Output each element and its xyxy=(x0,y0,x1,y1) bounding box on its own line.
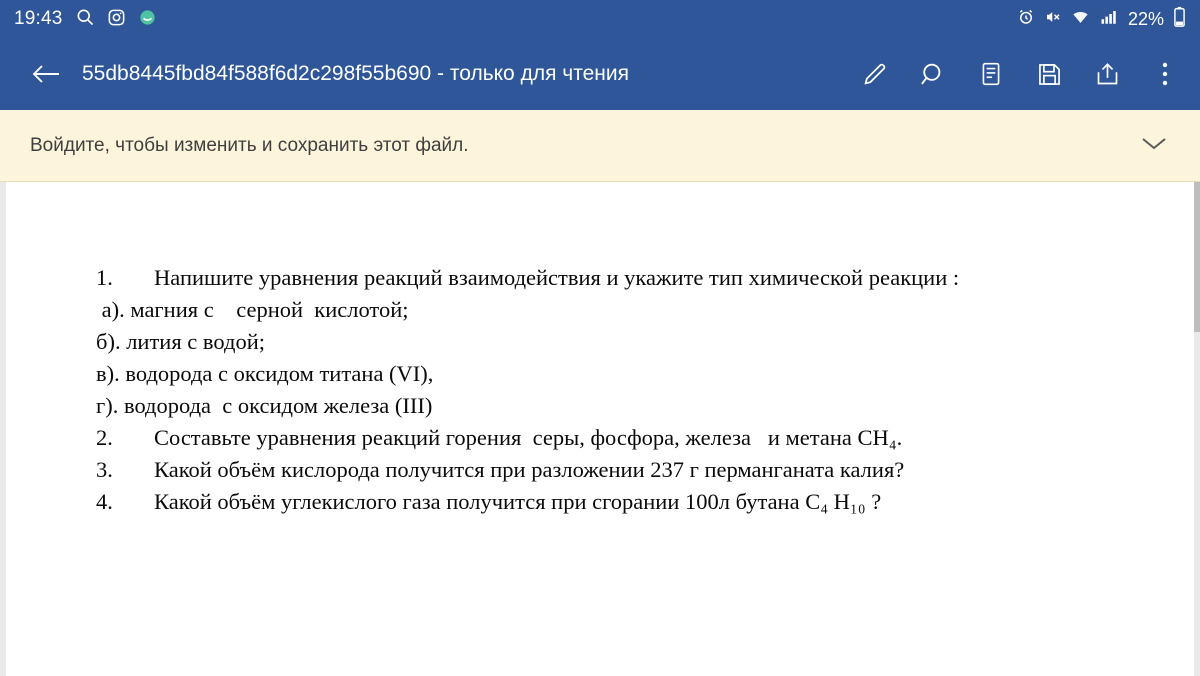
doc-line-number: 4. xyxy=(96,488,113,514)
chevron-down-icon[interactable] xyxy=(1138,133,1170,158)
doc-line-5 xyxy=(96,390,1104,422)
app-icon xyxy=(138,8,157,31)
doc-line-text: а). магния с серной кислотой; xyxy=(96,296,409,322)
doc-line-text: г). водорода с оксидом железа (III) xyxy=(96,392,433,418)
more-options-icon[interactable] xyxy=(1148,57,1182,91)
document-viewport[interactable] xyxy=(0,182,1200,676)
app-bar xyxy=(0,38,1200,110)
sign-in-notice-bar[interactable] xyxy=(0,110,1200,182)
doc-line-2 xyxy=(96,294,1104,326)
document-scrollbar[interactable] xyxy=(1194,182,1200,676)
share-icon[interactable] xyxy=(1090,57,1124,91)
doc-line-7 xyxy=(96,454,1104,486)
document-title: 55db8445fbd84f588f6d2c298f55b690 - только для чтения xyxy=(82,62,629,85)
doc-line-8 xyxy=(96,486,1104,518)
document-page xyxy=(6,182,1194,676)
mute-icon xyxy=(1044,8,1062,30)
back-arrow-icon[interactable] xyxy=(24,52,68,96)
doc-line-6 xyxy=(96,422,1104,454)
notice-text: Войдите, чтобы изменить и сохранить этот файл. xyxy=(30,134,469,156)
doc-line-text: Какой объём кислорода получится при разложении 237 г перманганата калия? xyxy=(154,456,905,482)
edit-pencil-icon[interactable] xyxy=(858,57,892,91)
status-bar-right xyxy=(1017,6,1186,32)
doc-line-number: 1. xyxy=(96,265,113,290)
doc-line-4 xyxy=(96,358,1104,390)
battery-percent: 22% xyxy=(1127,8,1164,29)
doc-line-number: 3. xyxy=(96,456,113,482)
wifi-icon xyxy=(1071,8,1090,31)
status-clock: 19:43 xyxy=(14,8,63,29)
doc-line-text: Напишите уравнения реакций взаимодействия и укажите тип химической реакции : xyxy=(154,265,960,290)
status-bar xyxy=(0,0,1200,38)
read-mode-icon[interactable] xyxy=(974,57,1008,91)
battery-icon xyxy=(1173,6,1186,32)
status-bar-left xyxy=(14,7,157,31)
doc-line-number: 2. xyxy=(96,424,113,450)
signal-icon xyxy=(1099,8,1119,30)
doc-line-1 xyxy=(96,262,1104,294)
scrollbar-thumb[interactable] xyxy=(1194,182,1200,332)
document-text xyxy=(96,242,1104,518)
doc-line-3 xyxy=(96,326,1104,358)
app-bar-actions xyxy=(858,57,1182,91)
search-icon[interactable] xyxy=(916,57,950,91)
doc-line-text: б). лития с водой; xyxy=(96,328,265,354)
save-icon[interactable] xyxy=(1032,57,1066,91)
alarm-icon xyxy=(1017,8,1035,30)
search-icon xyxy=(75,7,95,31)
doc-line-text: Составьте уравнения реакций горения серы, фосфора, железа и метана CH₄. xyxy=(154,424,903,450)
doc-line-text: Какой объём углекислого газа получится при сгорании 100л бутана C₄ H₁₀ ? xyxy=(154,488,882,514)
doc-line-text: в). водорода с оксидом титана (VI), xyxy=(96,360,434,386)
instagram-icon xyxy=(107,8,126,31)
